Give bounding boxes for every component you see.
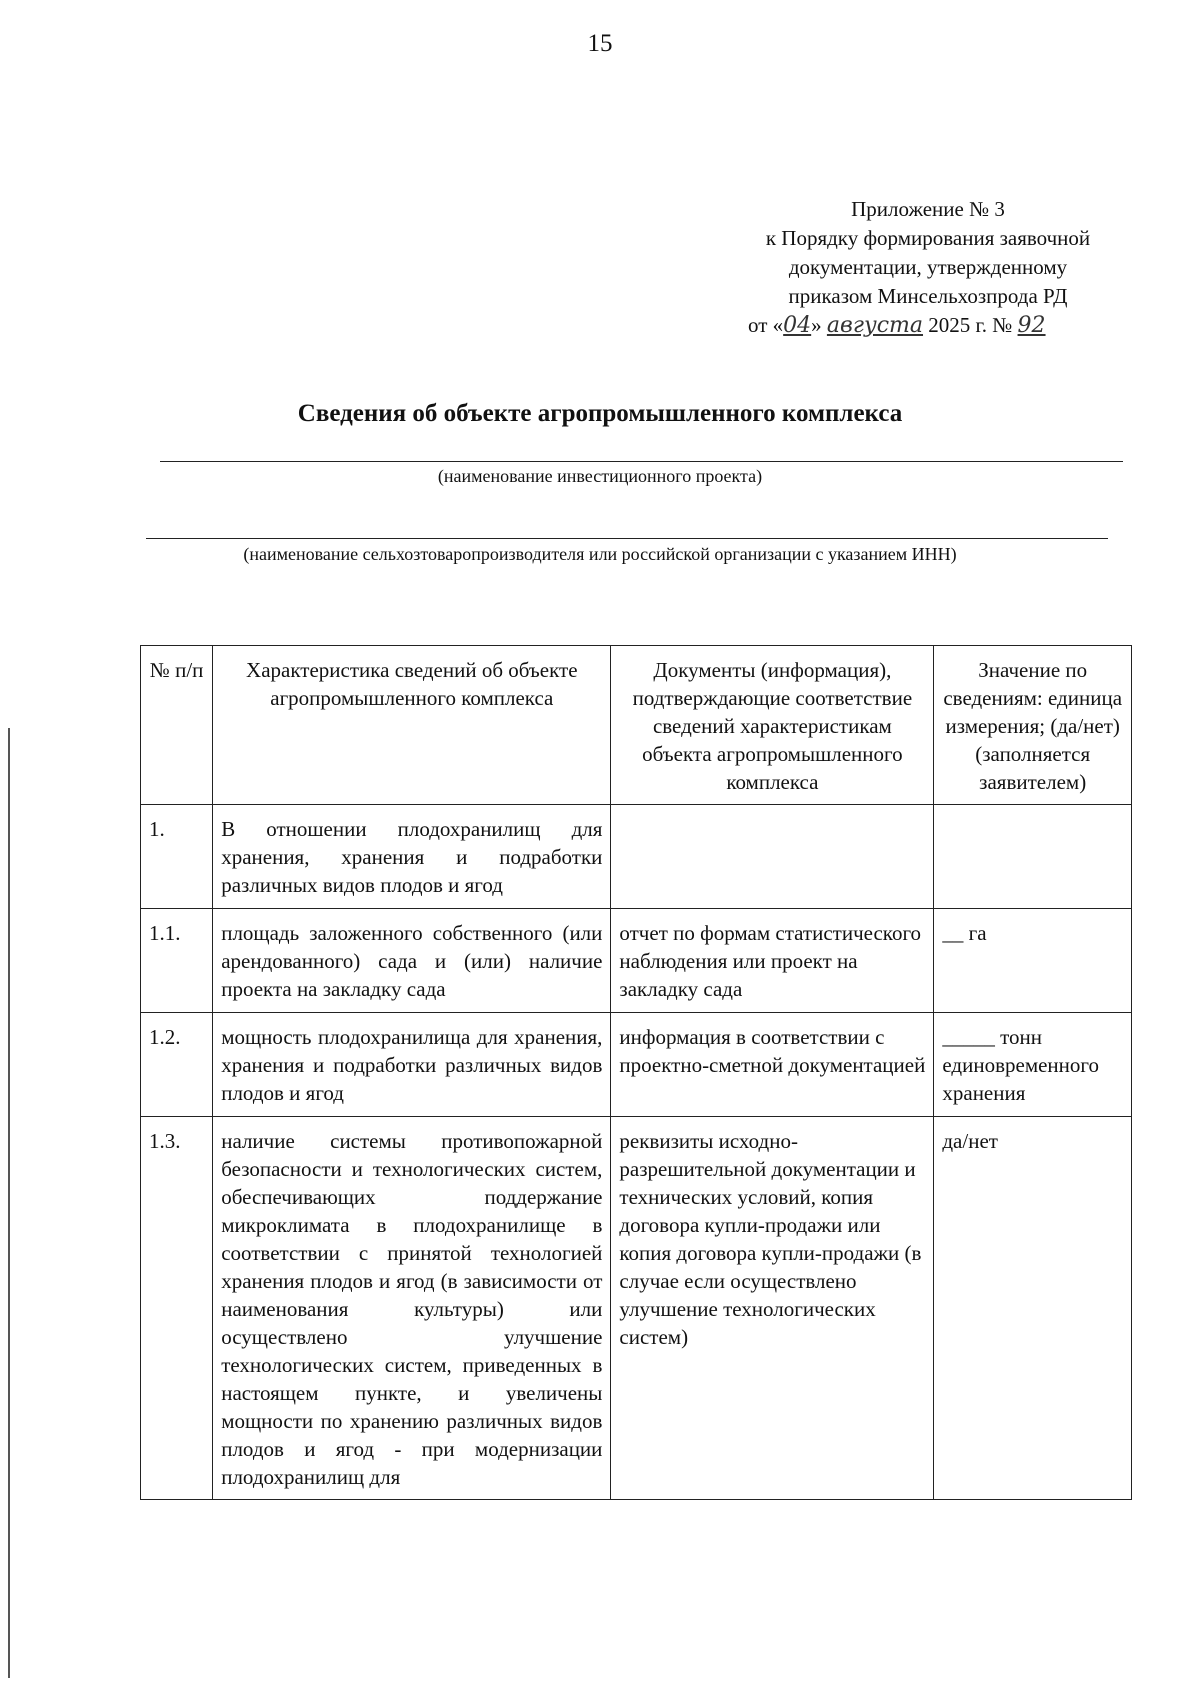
table-row xyxy=(141,909,1132,1013)
appendix-title: Приложение № 3 xyxy=(851,197,1005,221)
header-value: Значение по сведениям: единица измерения; (да/нет) (заполняется заявителем) xyxy=(934,646,1132,805)
order-number: 92 xyxy=(1017,313,1046,338)
appendix-block xyxy=(748,195,1108,340)
order-year: 2025 г. № xyxy=(928,313,1013,337)
row-value xyxy=(934,805,1132,909)
row-documents: отчет по формам статистического наблюдения или проект на закладку сада xyxy=(611,909,934,1013)
row-documents: реквизиты исходно-разрешительной документации и технических условий, копия договора купли-продажи или копия договора купли-продажи (в случае если осуществлено улучшение технологических систем) xyxy=(611,1117,934,1500)
object-info-table xyxy=(140,645,1132,1500)
header-documents: Документы (информация), подтверждающие соответствие сведений характеристикам объекта агропромышленного комплекса xyxy=(611,646,934,805)
project-name-line xyxy=(160,461,1123,462)
row-value: __ га xyxy=(934,909,1132,1013)
document-title: Сведения об объекте агропромышленного комплекса xyxy=(297,400,903,427)
producer-name-caption: (наименование сельхозтоваропроизводителя или российской организации с указанием ИНН) xyxy=(243,544,957,564)
project-name-caption: (наименование инвестиционного проекта) xyxy=(437,466,763,486)
row-characteristic: площадь заложенного собственного (или арендованного) сада и (или) наличие проекта на закладку сада xyxy=(213,909,611,1013)
order-day: 04 xyxy=(783,313,812,338)
header-characteristic: Характеристика сведений об объекте агропромышленного комплекса xyxy=(213,646,611,805)
appendix-line-3: документации, утвержденному xyxy=(788,255,1068,279)
row-value: да/нет xyxy=(934,1117,1132,1500)
appendix-line-4: приказом Минсельхозпрода РД xyxy=(788,284,1068,308)
appendix-line-2: к Порядку формирования заявочной xyxy=(765,226,1091,250)
scan-margin-line xyxy=(8,728,10,1678)
page-number: 15 xyxy=(587,30,613,57)
row-documents xyxy=(611,805,934,909)
order-from-prefix: от « xyxy=(748,313,784,337)
row-documents: информация в соответствии с проектно-сметной документацией xyxy=(611,1013,934,1117)
row-number: 1. xyxy=(141,805,213,909)
table-row xyxy=(141,1117,1132,1500)
row-characteristic: В отношении плодохранилищ для хранения, хранения и подработки различных видов плодов и ягод xyxy=(213,805,611,909)
row-value: _____ тонн единовременного хранения xyxy=(934,1013,1132,1117)
row-characteristic: мощность плодохранилища для хранения, хранения и подработки различных видов плодов и ягод xyxy=(213,1013,611,1117)
table-row xyxy=(141,1013,1132,1117)
order-month: августа xyxy=(826,313,924,338)
order-date-line xyxy=(748,311,1108,340)
table-row xyxy=(141,805,1132,909)
row-number: 1.2. xyxy=(141,1013,213,1117)
row-number: 1.1. xyxy=(141,909,213,1013)
producer-name-line xyxy=(146,538,1108,539)
table-header-row xyxy=(141,646,1132,805)
order-quote-close: » xyxy=(811,313,822,337)
header-number: № п/п xyxy=(141,646,213,805)
row-characteristic: наличие системы противопожарной безопасности и технологических систем, обеспечивающих поддержание микроклимата в плодохранилище в соответствии с принятой технологией хранения плодов и ягод (в зависимости от наименования культуры) или осуществлено улучшение технологических систем, приведенных в настоящем пункте, и увеличены мощности по хранению различных видов плодов и ягод - при модернизации плодохранилищ для xyxy=(213,1117,611,1500)
row-number: 1.3. xyxy=(141,1117,213,1500)
